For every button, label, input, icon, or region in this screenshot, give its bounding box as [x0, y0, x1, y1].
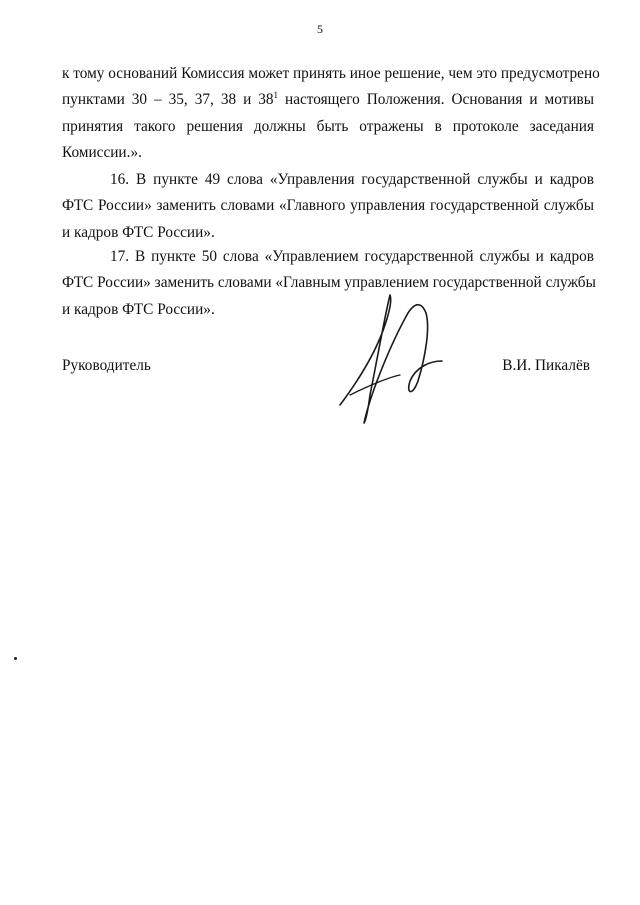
text-fragment: настоящего Положения. Основания и мотивы [278, 91, 595, 109]
text-line: 16. В пункте 49 слова «Управления государственной службы и кадров [110, 171, 594, 188]
text-line: и кадров ФТС России». [62, 300, 215, 318]
text-line: Комиссии.». [62, 143, 142, 161]
position-title: Руководитель [62, 357, 151, 374]
text-line: принятия такого решения должны быть отражены в протоколе заседания [62, 117, 594, 135]
paragraph-item-17 [62, 244, 594, 323]
page-number: 5 [317, 22, 323, 36]
text-line: 17. В пункте 50 слова «Управлением государственной службы и кадров [110, 248, 594, 265]
scan-speck [14, 657, 17, 660]
superscript: 1 [273, 90, 279, 101]
text-line: ФТС России» заменить словами «Главным управлением государственной службы [62, 274, 596, 292]
text-line [62, 87, 594, 113]
paragraph-continuation [62, 61, 600, 166]
text-fragment: пунктами 30 – 35, 37, 38 и 38 [62, 91, 274, 109]
signer-name: В.И. Пикалёв [502, 357, 590, 374]
text-line: ФТС России» заменить словами «Главного управления государственной службы [62, 197, 594, 215]
text-line: к тому оснований Комиссия может принять иное решение, чем это предусмотрено [62, 65, 600, 82]
handwritten-signature [330, 285, 450, 425]
paragraph-item-16 [62, 167, 594, 246]
text-line: и кадров ФТС России». [62, 223, 215, 241]
